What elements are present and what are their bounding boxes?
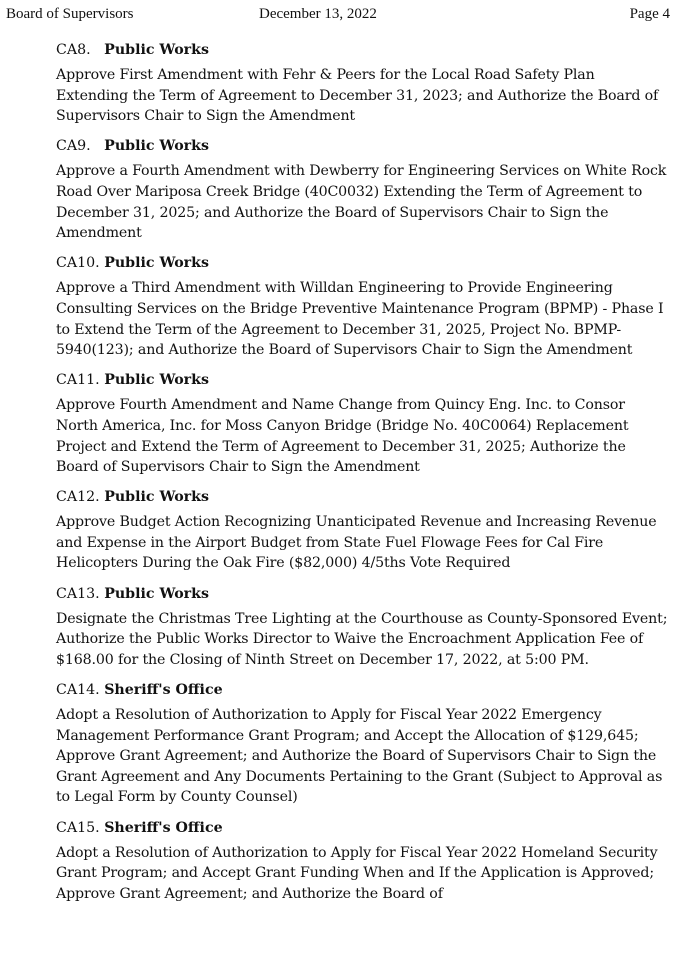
agenda-item-department: Public Works [104, 255, 209, 272]
agenda-item-department: Public Works [104, 42, 209, 58]
agenda-item-code: CA15. [56, 819, 100, 836]
agenda-item-code: CA9. [56, 138, 91, 155]
agenda-item-heading [56, 818, 668, 839]
agenda-item-heading [56, 680, 668, 701]
agenda-item-ca9 [56, 136, 668, 243]
agenda-item-heading [56, 584, 668, 605]
agenda-item-department: Public Works [104, 138, 209, 155]
agenda-item-description: Adopt a Resolution of Authorization to Apply for Fiscal Year 2022 Homeland Security Grant Program; and Accept Grant Funding When and If the Application is Approved; Approve Grant Agreement; and Authorize the Board of [56, 844, 658, 902]
agenda-item-description: Designate the Christmas Tree Lighting at the Courthouse as County-Sponsored Event; Authorize the Public Works Director to Waive the Encroachment Application Fee of $168.00 for the Closing of Ninth Street on December 17, 2022, at 5:00 PM. [56, 610, 668, 668]
agenda-item-description: Approve Budget Action Recognizing Unanticipated Revenue and Increasing Revenue and Expense in the Airport Budget from State Fuel Flowage Fees for Cal Fire Helicopters During the Oak Fire ($82,000) 4/5ths Vote Required [56, 514, 657, 572]
agenda-item-ca8 [56, 40, 668, 127]
agenda-item-heading [56, 136, 668, 157]
agenda-item-ca11 [56, 370, 668, 477]
agenda-item-code: CA13. [56, 585, 100, 602]
agenda-item-ca10 [56, 253, 668, 360]
agenda-item-department: Public Works [104, 585, 209, 602]
agenda-item-code: CA8. [56, 42, 91, 58]
agenda-item-heading [56, 40, 668, 61]
agenda-item-ca12 [56, 487, 668, 574]
header-board-name: Board of Supervisors [6, 6, 134, 22]
agenda-item-description: Approve a Third Amendment with Willdan Engineering to Provide Engineering Consulting Services on the Bridge Preventive Maintenance Program (BPMP) - Phase I to Extend the Term of the Agreement to December 31, 2025, Project No. BPMP-5940(123); and Authorize the Board of Supervisors Chair to Sign the Amendment [56, 280, 664, 359]
agenda-item-heading [56, 487, 668, 508]
agenda-item-ca13 [56, 584, 668, 671]
agenda-item-department: Public Works [104, 372, 209, 389]
header-date: December 13, 2022 [259, 6, 377, 22]
agenda-item-code: CA14. [56, 682, 100, 699]
agenda-item-code: CA12. [56, 489, 100, 506]
agenda-item-description: Approve Fourth Amendment and Name Change from Quincy Eng. Inc. to Consor North America, Inc. for Moss Canyon Bridge (Bridge No. 40C0064) Replacement Project and Extend the Term of Agreement to December 31, 2025; Authorize the Board of Supervisors Chair to Sign the Amendment [56, 397, 629, 476]
agenda-item-description: Approve a Fourth Amendment with Dewberry for Engineering Services on White Rock Road Over Mariposa Creek Bridge (40C0032) Extending the Term of Agreement to December 31, 2025; and Authorize the Board of Supervisors Chair to Sign the Amendment [56, 163, 667, 242]
agenda-item-code: CA11. [56, 372, 100, 389]
agenda-item-department: Public Works [104, 489, 209, 506]
header-page-number: Page 4 [629, 6, 670, 22]
agenda-item-description: Adopt a Resolution of Authorization to Apply for Fiscal Year 2022 Emergency Management Performance Grant Program; and Accept the Allocation of $129,645; Approve Grant Agreement; and Authorize the Board of Supervisors Chair to Sign the Grant Agreement and Any Documents Pertaining to the Grant (Subject to Approval as to Legal Form by County Counsel) [56, 707, 663, 806]
agenda-item-department: Sheriff's Office [104, 682, 223, 699]
agenda-item-description: Approve First Amendment with Fehr & Peers for the Local Road Safety Plan Extending the Term of Agreement to December 31, 2023; and Authorize the Board of Supervisors Chair to Sign the Amendment [56, 67, 659, 125]
page-header [6, 4, 670, 24]
agenda-item-heading [56, 370, 668, 391]
agenda-item-code: CA10. [56, 255, 100, 272]
agenda-item-ca15 [56, 818, 668, 905]
agenda-item-department: Sheriff's Office [104, 819, 223, 836]
agenda-item-ca14 [56, 680, 668, 808]
consent-agenda-items [56, 40, 668, 914]
agenda-item-heading [56, 253, 668, 274]
